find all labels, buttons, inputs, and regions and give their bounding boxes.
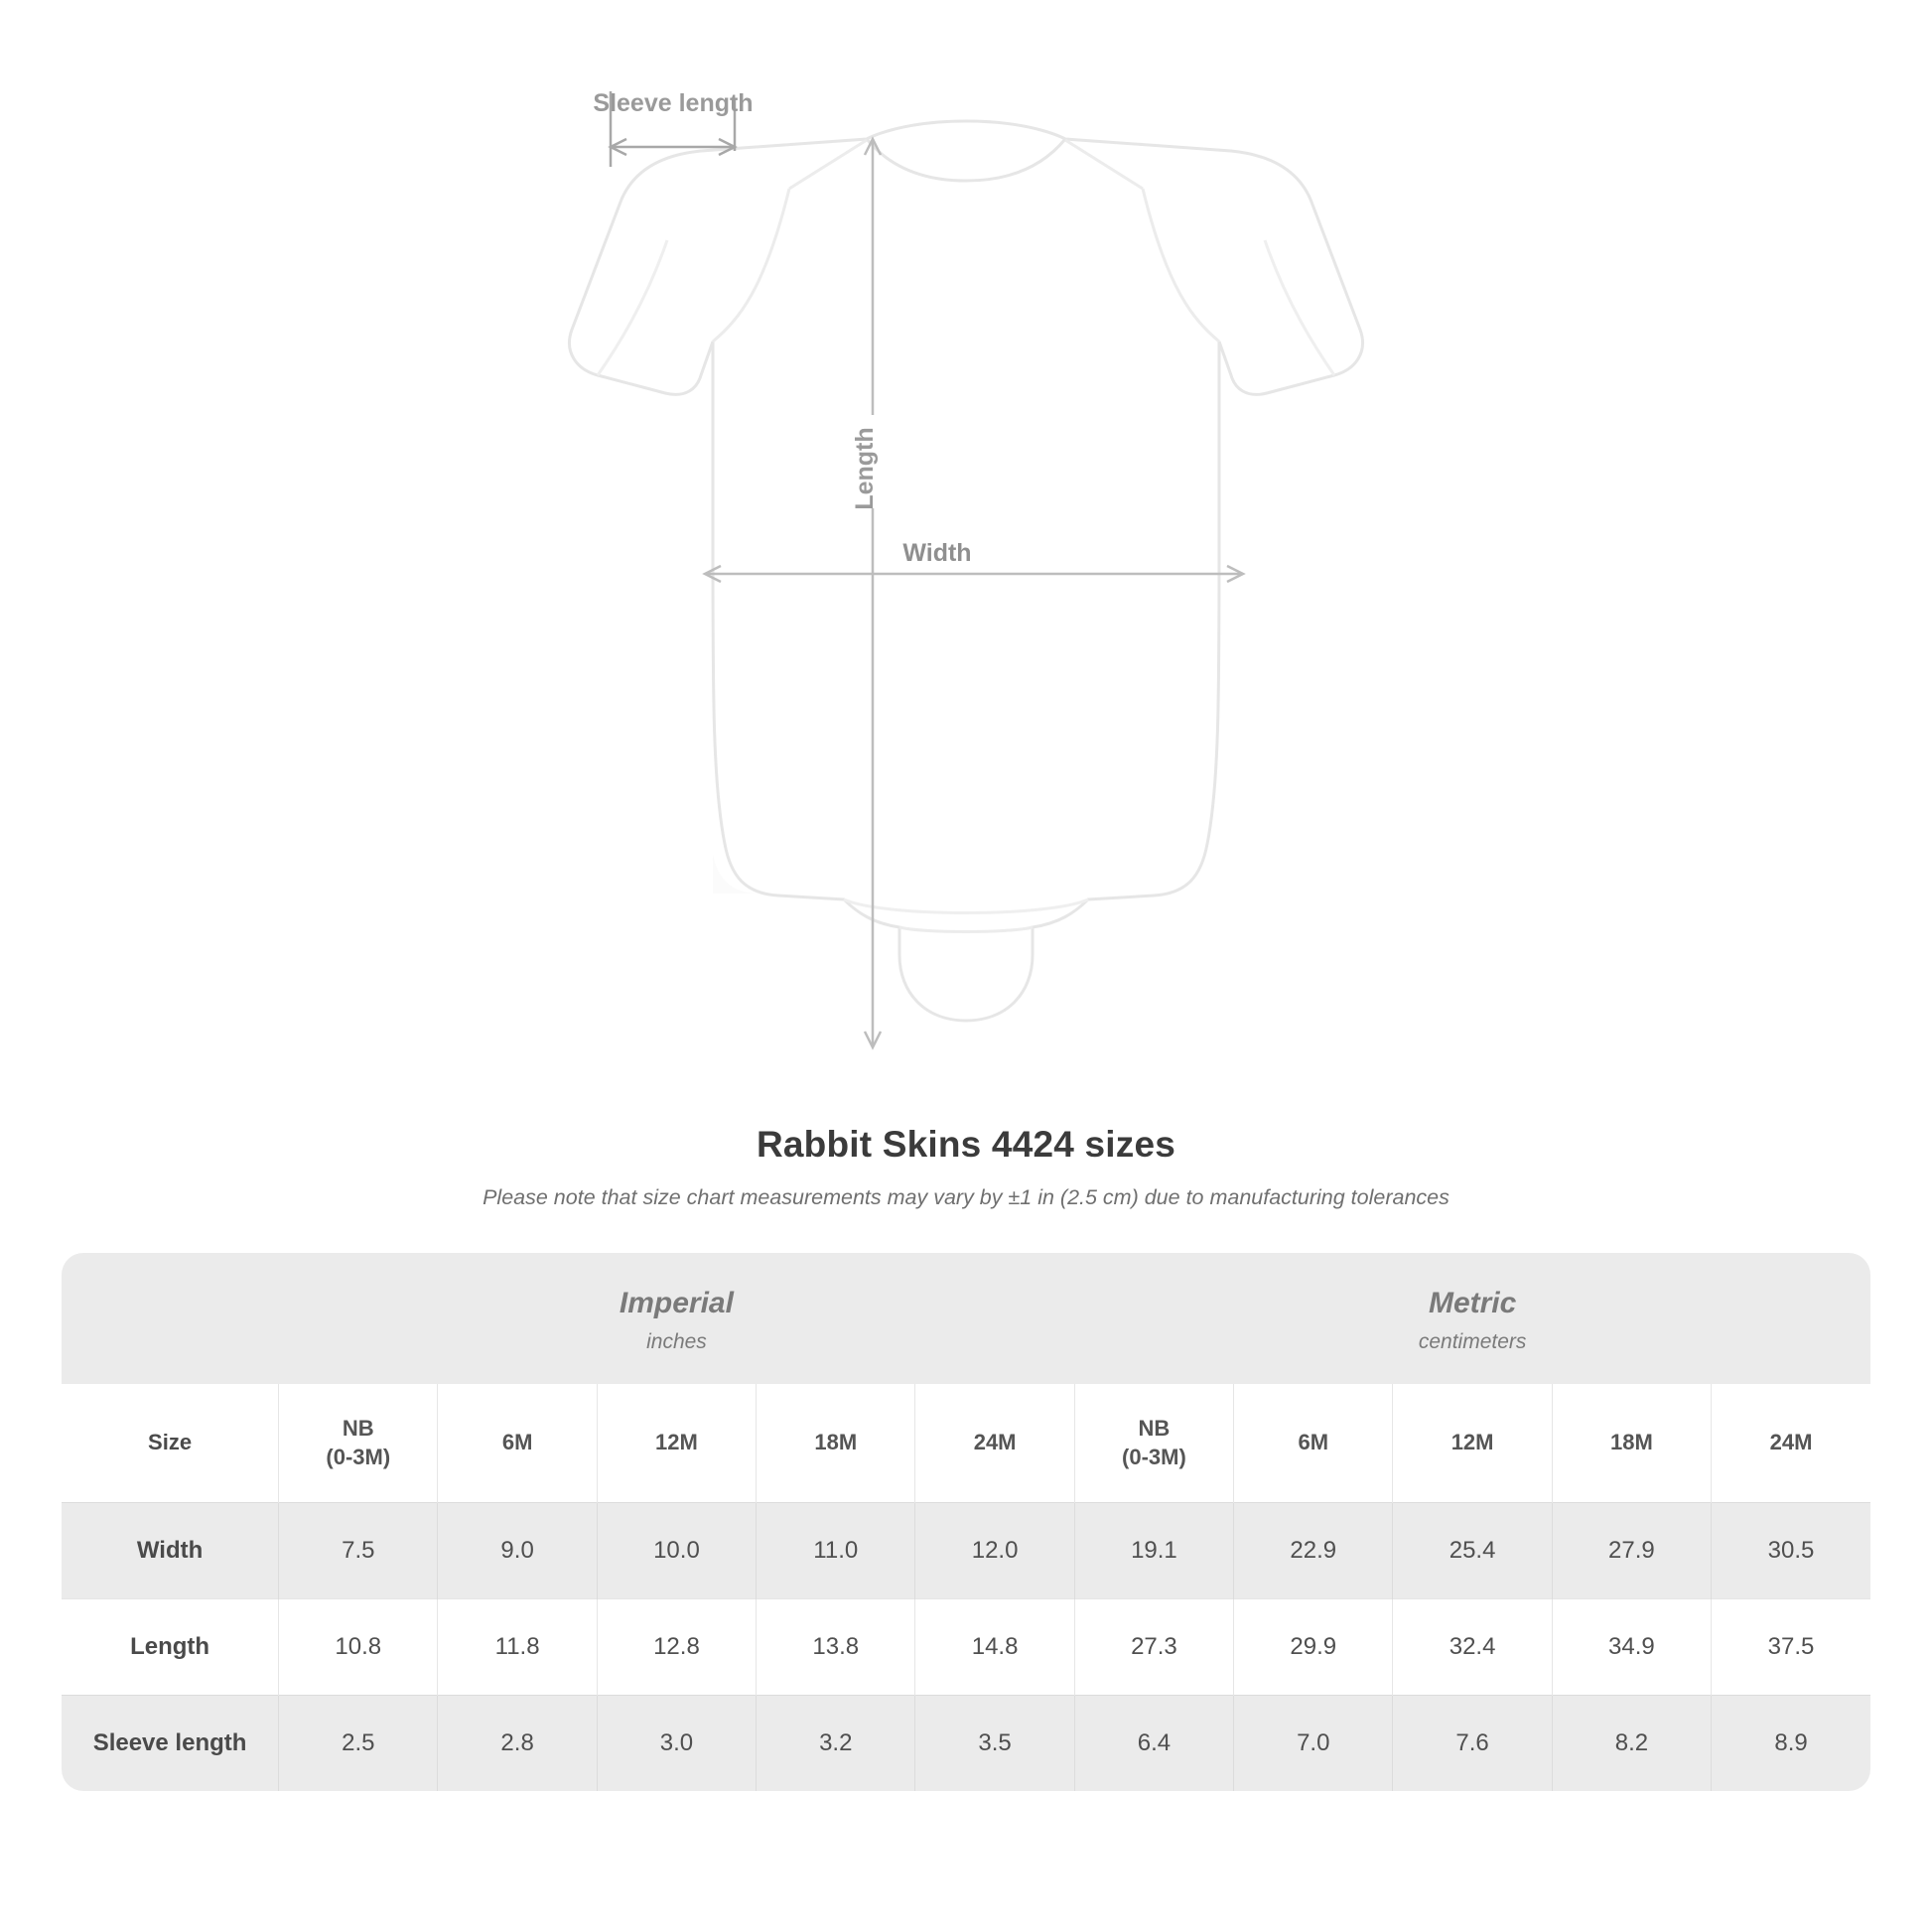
- table-row: [62, 1502, 1870, 1598]
- cell-width-8: 27.9: [1552, 1502, 1711, 1598]
- page-title: Rabbit Skins 4424 sizes: [756, 1124, 1176, 1165]
- cell-sleeve-7: 7.6: [1393, 1695, 1552, 1791]
- header-col-0-line1: NB: [342, 1415, 374, 1441]
- cell-width-3: 11.0: [757, 1502, 915, 1598]
- width-label: Width: [902, 539, 972, 567]
- cell-sleeve-2: 3.0: [597, 1695, 756, 1791]
- measurement-note: Please note that size chart measurements may vary by ±1 in (2.5 cm) due to manufacturing tolerances: [483, 1185, 1449, 1209]
- cell-length-6: 29.9: [1234, 1598, 1393, 1695]
- header-size-label: Size: [62, 1384, 279, 1503]
- row-label-length: Length: [62, 1598, 279, 1695]
- header-col-7: 12M: [1393, 1384, 1552, 1503]
- header-col-0-line2: (0-3M): [326, 1445, 391, 1470]
- header-col-5-line1: NB: [1138, 1415, 1171, 1441]
- cell-sleeve-1: 2.8: [438, 1695, 597, 1791]
- header-col-6: 6M: [1234, 1384, 1393, 1503]
- cell-sleeve-6: 7.0: [1234, 1695, 1393, 1791]
- table-row: [62, 1598, 1870, 1695]
- cell-length-5: 27.3: [1074, 1598, 1233, 1695]
- unit-group-metric-name: Metric: [1428, 1287, 1517, 1319]
- cell-length-0: 10.8: [279, 1598, 438, 1695]
- bodysuit-shape: [570, 121, 1363, 1021]
- cell-length-9: 37.5: [1712, 1598, 1870, 1695]
- cell-sleeve-8: 8.2: [1552, 1695, 1711, 1791]
- cell-width-1: 9.0: [438, 1502, 597, 1598]
- unit-group-spacer: [62, 1253, 279, 1384]
- header-col-8: 18M: [1552, 1384, 1711, 1503]
- cell-length-7: 32.4: [1393, 1598, 1552, 1695]
- unit-group-imperial-name: Imperial: [619, 1287, 734, 1319]
- cell-length-3: 13.8: [757, 1598, 915, 1695]
- size-table: [62, 1253, 1870, 1791]
- size-table-container: [62, 1253, 1870, 1791]
- cell-width-4: 12.0: [915, 1502, 1074, 1598]
- cell-width-9: 30.5: [1712, 1502, 1870, 1598]
- header-col-0: [279, 1384, 438, 1503]
- sleeve-length-label: Sleeve length: [593, 89, 754, 117]
- header-col-3: 18M: [757, 1384, 915, 1503]
- unit-group-imperial-sub: inches: [646, 1329, 707, 1353]
- cell-sleeve-9: 8.9: [1712, 1695, 1870, 1791]
- cell-width-7: 25.4: [1393, 1502, 1552, 1598]
- unit-group-row: [62, 1253, 1870, 1384]
- size-header-row: [62, 1384, 1870, 1503]
- unit-group-metric: [1074, 1253, 1870, 1384]
- cell-sleeve-4: 3.5: [915, 1695, 1074, 1791]
- header-col-9: 24M: [1712, 1384, 1870, 1503]
- cell-width-6: 22.9: [1234, 1502, 1393, 1598]
- row-label-width: Width: [62, 1502, 279, 1598]
- cell-length-8: 34.9: [1552, 1598, 1711, 1695]
- cell-width-2: 10.0: [597, 1502, 756, 1598]
- header-col-5-line2: (0-3M): [1122, 1445, 1186, 1470]
- cell-length-1: 11.8: [438, 1598, 597, 1695]
- unit-group-metric-sub: centimeters: [1418, 1329, 1527, 1353]
- cell-sleeve-5: 6.4: [1074, 1695, 1233, 1791]
- cell-length-4: 14.8: [915, 1598, 1074, 1695]
- cell-sleeve-3: 3.2: [757, 1695, 915, 1791]
- cell-width-5: 19.1: [1074, 1502, 1233, 1598]
- cell-sleeve-0: 2.5: [279, 1695, 438, 1791]
- unit-group-imperial: [279, 1253, 1075, 1384]
- header-col-5: [1074, 1384, 1233, 1503]
- header-col-4: 24M: [915, 1384, 1074, 1503]
- length-label: Length: [851, 427, 879, 510]
- table-row: [62, 1695, 1870, 1791]
- header-col-1: 6M: [438, 1384, 597, 1503]
- row-label-sleeve-length: Sleeve length: [62, 1695, 279, 1791]
- cell-length-2: 12.8: [597, 1598, 756, 1695]
- header-col-2: 12M: [597, 1384, 756, 1503]
- cell-width-0: 7.5: [279, 1502, 438, 1598]
